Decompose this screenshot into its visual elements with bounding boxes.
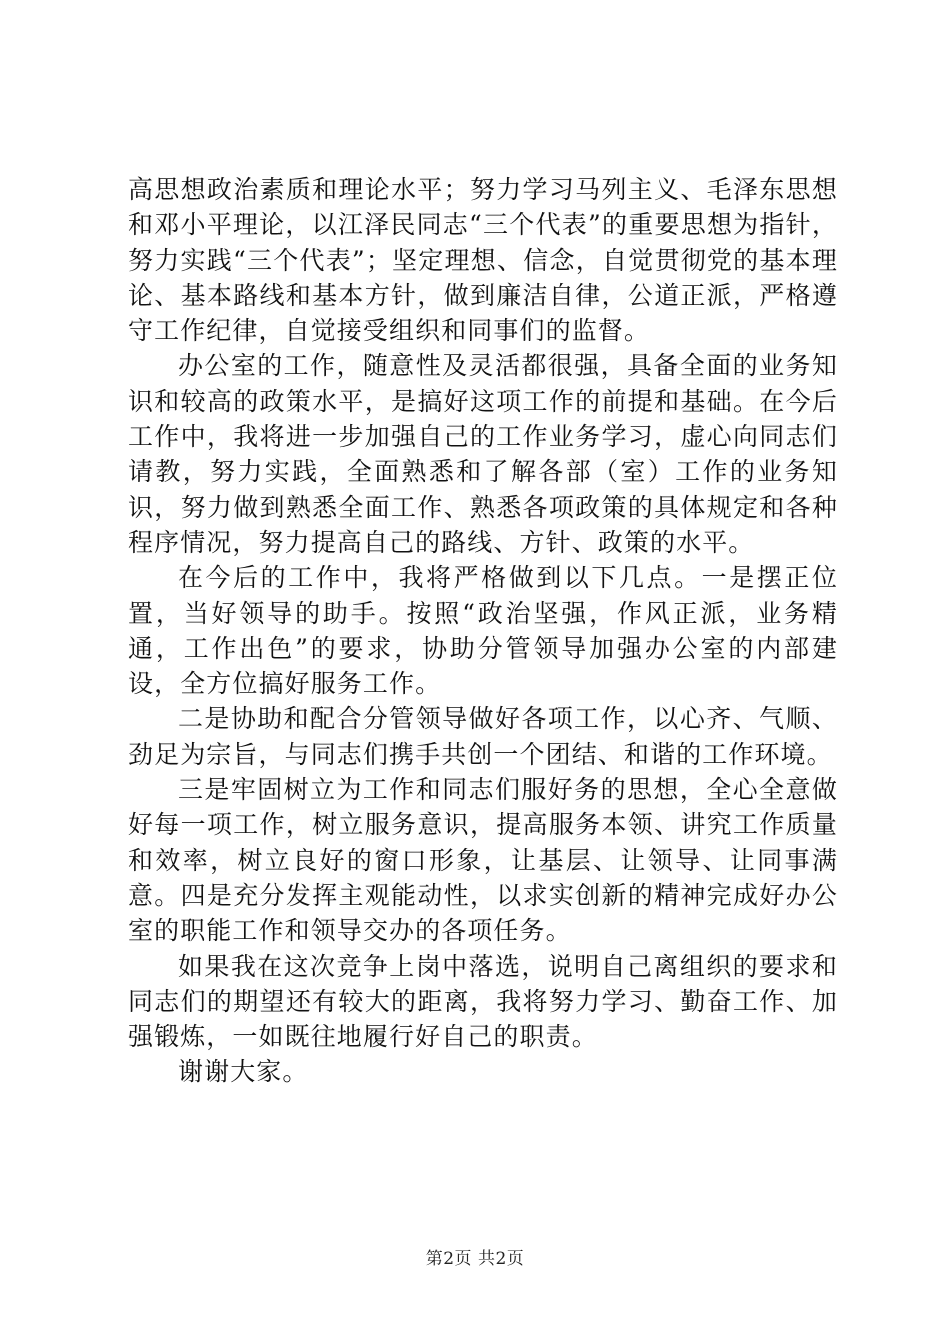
paragraph-3: 在今后的工作中，我将严格做到以下几点。一是摆正位置，当好领导的助手。按照“政治坚强，作风正派，业务精通，工作出色”的要求，协助分管领导加强办公室的内部建设，全方位搞好服务工作。 — [128, 563, 838, 699]
paragraph-2: 办公室的工作，随意性及灵活都很强，具备全面的业务知识和较高的政策水平，是搞好这项工作的前提和基础。在今后工作中，我将进一步加强自己的工作业务学习，虚心向同志们请教，努力实践，全面熟悉和了解各部（室）工作的业务知识，努力做到熟悉全面工作、熟悉各项政策的具体规定和各种程序情况，努力提高自己的路线、方针、政策的水平。 — [128, 351, 838, 557]
document-body — [128, 172, 838, 1090]
paragraph-4: 二是协助和配合分管领导做好各项工作，以心齐、气顺、劲足为宗旨，与同志们携手共创一个团结、和谐的工作环境。 — [128, 704, 838, 769]
page-number-footer: 第2页 共2页 — [425, 1249, 525, 1269]
paragraph-5: 三是牢固树立为工作和同志们服好务的思想，全心全意做好每一项工作，树立服务意识，提高服务本领、讲究工作质量和效率，树立良好的窗口形象，让基层、让领导、让同事满意。四是充分发挥主观能动性，以求实创新的精神完成好办公室的职能工作和领导交办的各项任务。 — [128, 775, 838, 946]
paragraph-1: 高思想政治素质和理论水平；努力学习马列主义、毛泽东思想和邓小平理论，以江泽民同志“三个代表”的重要思想为指针，努力实践“三个代表”；坚定理想、信念，自觉贯彻党的基本理论、基本路线和基本方针，做到廉洁自律，公道正派，严格遵守工作纪律，自觉接受组织和同事们的监督。 — [128, 175, 838, 346]
closing-remark: 谢谢大家。 — [178, 1057, 309, 1087]
paragraph-6: 如果我在这次竞争上岗中落选，说明自己离组织的要求和同志们的期望还有较大的距离，我将努力学习、勤奋工作、加强锻炼，一如既往地履行好自己的职责。 — [128, 951, 838, 1052]
